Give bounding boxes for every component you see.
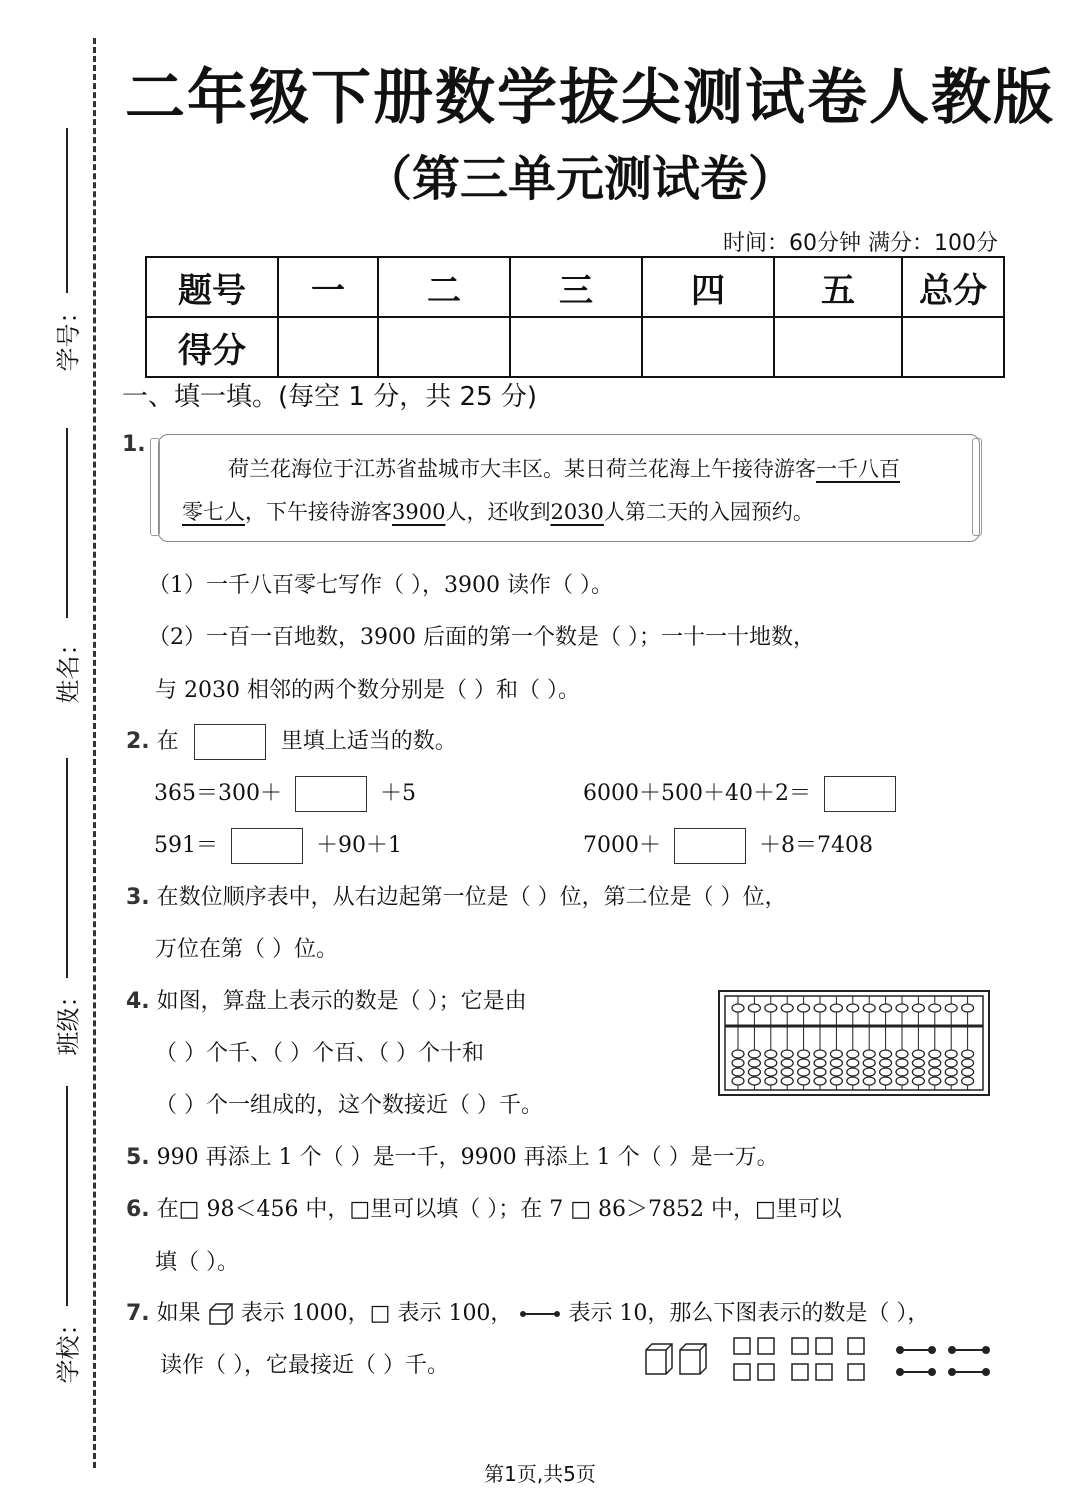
q2-prompt bbox=[126, 724, 457, 760]
abacus-bead bbox=[732, 1004, 744, 1012]
abacus-bead bbox=[814, 1050, 826, 1058]
q5-text: 990 再添上 1 个（ ）是一千，9900 再添上 1 个（ ）是一万。 bbox=[156, 1145, 779, 1170]
abacus-bead bbox=[732, 1050, 744, 1058]
q1-sub1: （1）一千八百零七写作（ ），3900 读作（ ）。 bbox=[148, 573, 613, 598]
passage-line-1 bbox=[228, 453, 900, 483]
score-cell[interactable] bbox=[278, 317, 378, 377]
abacus-bead bbox=[798, 1050, 810, 1058]
score-cell[interactable] bbox=[902, 317, 1004, 377]
question-number: 4. bbox=[126, 989, 150, 1014]
abacus-bead bbox=[830, 1068, 842, 1076]
abacus-bead bbox=[863, 1059, 875, 1067]
abacus-bead bbox=[863, 1004, 875, 1012]
abacus-bead bbox=[896, 1059, 908, 1067]
abacus-bead bbox=[929, 1050, 941, 1058]
abacus-bead bbox=[962, 1068, 974, 1076]
header-cell: 一 bbox=[278, 257, 378, 317]
abacus-bead bbox=[748, 1059, 760, 1067]
square-icon bbox=[816, 1338, 832, 1354]
abacus-bead bbox=[929, 1004, 941, 1012]
abacus-bead bbox=[830, 1004, 842, 1012]
q2-equation-4 bbox=[583, 828, 873, 864]
answer-box[interactable] bbox=[295, 776, 367, 812]
abacus-bead bbox=[830, 1050, 842, 1058]
abacus-bead bbox=[912, 1059, 924, 1067]
passage-underlined-number: 零七人 bbox=[182, 500, 245, 524]
abacus-bead bbox=[962, 1077, 974, 1085]
abacus-bead bbox=[945, 1004, 957, 1012]
school-line bbox=[66, 1086, 68, 1306]
sample-blank-box bbox=[194, 724, 266, 760]
equation-text: ＋5 bbox=[379, 781, 416, 806]
cube-icon bbox=[680, 1344, 706, 1374]
abacus-bead bbox=[781, 1059, 793, 1067]
abacus-bead bbox=[732, 1068, 744, 1076]
header-cell: 二 bbox=[378, 257, 510, 317]
q4-line-1 bbox=[126, 984, 527, 1015]
q6-line-1 bbox=[126, 1192, 842, 1223]
abacus-bead bbox=[781, 1050, 793, 1058]
abacus-bead bbox=[880, 1050, 892, 1058]
school-label: 学校： bbox=[54, 1311, 83, 1384]
abacus-bead bbox=[962, 1059, 974, 1067]
abacus-bead bbox=[863, 1077, 875, 1085]
q6-line-2: 填（ ）。 bbox=[155, 1250, 239, 1275]
question-number: 5. bbox=[126, 1145, 150, 1170]
header-cell: 三 bbox=[510, 257, 642, 317]
q7-line-1 bbox=[126, 1296, 929, 1327]
score-table-header-row bbox=[146, 257, 1004, 317]
q5-line-1 bbox=[126, 1140, 779, 1171]
abacus-bead bbox=[863, 1050, 875, 1058]
abacus-bead bbox=[765, 1004, 777, 1012]
score-table-score-row bbox=[146, 317, 1004, 377]
q2-equation-2 bbox=[583, 776, 896, 812]
binding-dashed-line bbox=[93, 38, 96, 1468]
abacus-bead bbox=[912, 1077, 924, 1085]
q2-equation-3 bbox=[154, 828, 402, 864]
abacus-bead bbox=[880, 1077, 892, 1085]
abacus-bead bbox=[962, 1004, 974, 1012]
time-info: 时间：60分钟 满分：100分 bbox=[723, 231, 998, 256]
abacus-bead bbox=[798, 1077, 810, 1085]
abacus-bead bbox=[748, 1004, 760, 1012]
square-icon bbox=[734, 1338, 750, 1354]
answer-box[interactable] bbox=[824, 776, 896, 812]
abacus-bead bbox=[814, 1059, 826, 1067]
q2-prompt-text-a: 在 bbox=[156, 729, 179, 754]
square-icon bbox=[848, 1338, 864, 1354]
name-label: 姓名： bbox=[54, 631, 83, 704]
abacus-bead bbox=[814, 1004, 826, 1012]
abacus-bead bbox=[748, 1050, 760, 1058]
abacus-bead bbox=[765, 1077, 777, 1085]
abacus-bead bbox=[781, 1077, 793, 1085]
cube-icon bbox=[208, 1302, 234, 1326]
section-title: 一、填一填。(每空 1 分，共 25 分) bbox=[122, 382, 537, 412]
abacus-bead bbox=[798, 1068, 810, 1076]
square-icon bbox=[734, 1364, 750, 1380]
q4-line-2: （ ）个千、（ ）个百、（ ）个十和 bbox=[155, 1041, 484, 1066]
question-number: 1. bbox=[122, 432, 146, 457]
scroll-right-bar bbox=[972, 438, 982, 536]
abacus-bead bbox=[732, 1059, 744, 1067]
q2-equation-1 bbox=[154, 776, 416, 812]
equation-text: 591＝ bbox=[154, 833, 218, 858]
q3-line-2: 万位在第（ ）位。 bbox=[155, 937, 338, 962]
abacus-bead bbox=[912, 1050, 924, 1058]
passage-underlined-number: 3900 bbox=[392, 500, 446, 524]
class-line bbox=[66, 758, 68, 978]
question-number: 6. bbox=[126, 1197, 150, 1222]
abacus-bead bbox=[896, 1004, 908, 1012]
q3-text: 在数位顺序表中，从右边起第一位是（ ）位，第二位是（ ）位， bbox=[156, 885, 787, 910]
abacus-bead bbox=[896, 1068, 908, 1076]
header-cell: 五 bbox=[774, 257, 902, 317]
header-cell: 总分 bbox=[902, 257, 1004, 317]
abacus-bead bbox=[814, 1077, 826, 1085]
score-cell[interactable] bbox=[642, 317, 774, 377]
abacus-bead bbox=[945, 1068, 957, 1076]
abacus-image bbox=[718, 990, 990, 1096]
score-row-label: 得分 bbox=[146, 317, 278, 377]
abacus-bead bbox=[732, 1077, 744, 1085]
header-cell: 题号 bbox=[146, 257, 278, 317]
abacus-bead bbox=[912, 1004, 924, 1012]
passage-underlined-number: 2030 bbox=[550, 500, 604, 524]
q3-line-1 bbox=[126, 880, 787, 911]
q4-line-3: （ ）个一组成的，这个数接近（ ）千。 bbox=[155, 1093, 543, 1118]
q7-text: 表示 1000，□ 表示 100， bbox=[240, 1301, 513, 1326]
abacus-bead bbox=[847, 1050, 859, 1058]
abacus-bead bbox=[748, 1077, 760, 1085]
abacus-bead bbox=[896, 1077, 908, 1085]
equation-text: ＋90＋1 bbox=[316, 833, 402, 858]
rod-icon bbox=[519, 1308, 561, 1320]
abacus-bead bbox=[847, 1077, 859, 1085]
abacus-bead bbox=[929, 1077, 941, 1085]
q7-line-2: 读作（ ），它最接近（ ）千。 bbox=[160, 1353, 449, 1378]
abacus-bead bbox=[847, 1004, 859, 1012]
equation-text: 7000＋ bbox=[583, 833, 661, 858]
abacus-bead bbox=[765, 1068, 777, 1076]
q6-text: 在□ 98＜456 中，□里可以填（ ）；在 7 □ 86＞7852 中，□里可以 bbox=[156, 1197, 842, 1222]
class-label: 班级： bbox=[54, 983, 83, 1056]
abacus-bead bbox=[765, 1059, 777, 1067]
student-no-label: 学号： bbox=[54, 299, 83, 372]
q2-prompt-text-b: 里填上适当的数。 bbox=[280, 729, 457, 754]
abacus-bead bbox=[765, 1050, 777, 1058]
passage-line-2 bbox=[182, 496, 814, 526]
abacus-bead bbox=[880, 1059, 892, 1067]
score-table bbox=[145, 256, 1005, 378]
passage-text: 荷兰花海位于江苏省盐城市大丰区。某日荷兰花海上午接待游客 bbox=[228, 457, 816, 481]
score-cell[interactable] bbox=[510, 317, 642, 377]
score-cell[interactable] bbox=[378, 317, 510, 377]
square-icon bbox=[816, 1364, 832, 1380]
scroll-left-bar bbox=[150, 438, 160, 536]
passage-underlined-number: 一千八百 bbox=[816, 457, 900, 481]
abacus-bead bbox=[945, 1050, 957, 1058]
passage-text: 人第二天的入园预约。 bbox=[603, 500, 814, 524]
abacus-bead bbox=[945, 1059, 957, 1067]
abacus-bead bbox=[896, 1050, 908, 1058]
page-footer: 第1页,共5页 bbox=[484, 1462, 596, 1486]
abacus-bead bbox=[798, 1004, 810, 1012]
square-icon bbox=[758, 1364, 774, 1380]
abacus-bead bbox=[929, 1068, 941, 1076]
q7-text: 如果 bbox=[156, 1301, 201, 1326]
passage-text: 人，还收到 bbox=[445, 500, 551, 524]
passage-text: ，下午接待游客 bbox=[245, 500, 392, 524]
abacus-bead bbox=[748, 1068, 760, 1076]
abacus-bead bbox=[830, 1077, 842, 1085]
abacus-bead bbox=[830, 1059, 842, 1067]
equation-text: 365＝300＋ bbox=[154, 781, 282, 806]
square-icon bbox=[848, 1364, 864, 1380]
question-number: 7. bbox=[126, 1301, 150, 1326]
square-icon bbox=[792, 1364, 808, 1380]
question-number: 2. bbox=[126, 729, 150, 754]
abacus-bead bbox=[912, 1068, 924, 1076]
question-number: 3. bbox=[126, 885, 150, 910]
score-cell[interactable] bbox=[774, 317, 902, 377]
equation-text: 6000＋500＋40＋2＝ bbox=[583, 781, 811, 806]
abacus-bead bbox=[798, 1059, 810, 1067]
answer-box[interactable] bbox=[674, 828, 746, 864]
abacus-bead bbox=[880, 1068, 892, 1076]
q1-sub2-line1: （2）一百一百地数，3900 后面的第一个数是（ ）；一十一十地数， bbox=[148, 625, 815, 650]
header-cell: 四 bbox=[642, 257, 774, 317]
equation-text: ＋8＝7408 bbox=[759, 833, 873, 858]
q4-text: 如图，算盘上表示的数是（ ）；它是由 bbox=[156, 989, 527, 1014]
abacus-bead bbox=[781, 1004, 793, 1012]
q1-sub2-line2: 与 2030 相邻的两个数分别是（ ）和（ ）。 bbox=[155, 678, 580, 703]
blocks-figure bbox=[644, 1336, 990, 1386]
q7-text: 表示 10，那么下图表示的数是（ ）， bbox=[568, 1301, 930, 1326]
abacus-bead bbox=[962, 1050, 974, 1058]
square-icon bbox=[758, 1338, 774, 1354]
abacus-bead bbox=[945, 1077, 957, 1085]
abacus-bead bbox=[863, 1068, 875, 1076]
abacus-bead bbox=[847, 1068, 859, 1076]
answer-box[interactable] bbox=[231, 828, 303, 864]
square-icon bbox=[792, 1338, 808, 1354]
abacus-bead bbox=[781, 1068, 793, 1076]
abacus-bead bbox=[880, 1004, 892, 1012]
page-title: 二年级下册数学拔尖测试卷人教版 bbox=[125, 63, 1055, 133]
abacus-bead bbox=[847, 1059, 859, 1067]
student-no-line bbox=[66, 128, 68, 293]
page-subtitle: （第三单元测试卷） bbox=[363, 151, 796, 207]
name-line bbox=[66, 428, 68, 618]
abacus-bead bbox=[929, 1059, 941, 1067]
abacus-bead bbox=[814, 1068, 826, 1076]
cube-icon bbox=[646, 1344, 672, 1374]
